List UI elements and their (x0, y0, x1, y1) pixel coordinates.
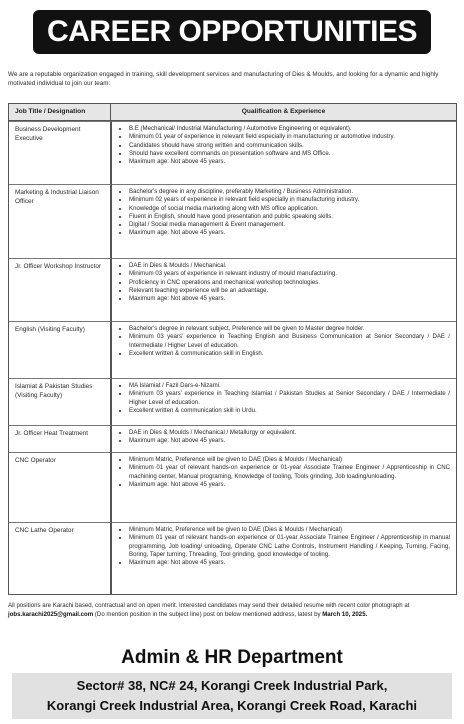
qualification-cell (111, 185, 456, 258)
job-title: CNC Lathe Operator (9, 523, 111, 595)
qualification-list (115, 325, 450, 358)
list-item: • Maximum age: Not above 45 years. (129, 229, 450, 237)
deadline-date: March 10, 2025. (322, 611, 368, 618)
table-row (9, 321, 456, 378)
qualification-list (115, 526, 450, 567)
list-item: • Minimum 01 year of experience in relevant field especially in manufacturing or automotive industry. (129, 133, 450, 141)
list-item: • Bachelor's degree in any discipline, preferably Marketing / Business Administration. (129, 188, 450, 196)
address-line-2: Korangi Creek Industrial Area, Korangi Creek Road, Karachi (46, 698, 418, 713)
table-row (9, 258, 456, 321)
qualification-list (115, 382, 450, 415)
list-item: • Candidates should have strong written and communication skills. (129, 142, 450, 150)
list-item: • Maximum age: Not above 45 years. (129, 481, 450, 489)
qualification-cell (111, 379, 456, 425)
list-item: • Minimum 01 year of relevant hands-on experience or 01-year Associate Trainee Engineer / Apprenticeship in manual programming, Job loading/ unloading, Operate CNC Lathe Controls, Instrument Handling / Keeping, Turning, Facing, Boring, Taper turning, Threading, Tool grinding, good knowledge of tooling. (129, 534, 450, 559)
job-title: Jr. Officer Heat Treatment (9, 426, 111, 452)
qualification-list (115, 188, 450, 238)
job-title: Jr. Officer Workshop Instructor (9, 259, 111, 321)
table-row (9, 378, 456, 425)
jobs-table (8, 103, 457, 595)
table-row (9, 452, 456, 522)
job-title: CNC Operator (9, 453, 111, 522)
qualification-list (115, 429, 450, 446)
list-item: • Maximum age: Not above 45 years. (129, 437, 450, 445)
list-item: • Excellent written & communication skill in English. (129, 350, 450, 358)
job-title: Marketing & Industrial Liaison Officer (9, 185, 111, 258)
list-item: • Proficiency in CNC operations and mechanical workshop technologies. (129, 279, 450, 287)
address-line-1: Sector# 38, NC# 24, Korangi Creek Industrial Park, (76, 678, 388, 693)
list-item: • Minimum Matric, Preference will be given to DAE (Dies & Moulds / Mechanical) (129, 526, 450, 534)
list-item: • Minimum 01 year of relevant hands-on experience or 01-year Associate Trainee Engineer / Apprenticeship in CNC machining center, Manual programing, Knowledge of tooling, Tools grinding, Job loading/unloading. (129, 464, 450, 481)
list-item: • Maximum age: Not above 45 years. (129, 559, 450, 567)
qualification-cell (111, 259, 456, 321)
job-title: Islamiat & Pakistan Studies (Visiting Faculty) (9, 379, 111, 425)
table-row (9, 522, 456, 595)
list-item: • Should have excellent commands on presentation software and MS Office. (129, 150, 450, 158)
list-item: • Relevant teaching experience will be an advantage. (129, 287, 450, 295)
list-item: • Knowledge of social media marketing along with MS office application. (129, 205, 450, 213)
table-row (9, 121, 456, 184)
qualification-cell (111, 322, 456, 378)
qualification-cell (111, 426, 456, 452)
instructions-text-2: (Do mention position in the subject line) post on below mentioned address, latest by (94, 611, 321, 618)
table-header (9, 104, 456, 121)
list-item: • Fluent in English, should have good presentation and public speaking skills. (129, 213, 450, 221)
list-item: • DAE in Dies & Moulds / Mechanical / Metallurgy or equivalent. (129, 429, 450, 437)
qualification-cell (111, 122, 456, 184)
list-item: • Excellent written & communication skill in Urdu. (129, 407, 450, 415)
list-item: • Minimum 03 years' experience in Teaching Islamiat / Pakistan Studies at Senior Secondary / DAE / Intermediate / Higher Level of education. (129, 390, 450, 407)
list-item: • B.E (Mechanical/ Industrial Manufacturing / Automotive Engineering or equivalent). (129, 125, 450, 133)
list-item: • Minimum 02 years of experience in relevant field especially in manufacturing industry. (129, 196, 450, 204)
department-name: Admin & HR Department (121, 647, 343, 668)
table-row (9, 184, 456, 258)
list-item: • Maximum age: Not above 45 years. (129, 158, 450, 166)
qualification-cell (111, 523, 456, 595)
qualification-list (115, 262, 450, 303)
address-box (12, 673, 452, 719)
column-divider (111, 120, 112, 594)
intro-text: We are a reputable organization engaged in training, skill development services and manufacturing of Dies & Moulds, and looking for a dynamic and highly motivated individual to join our team: (8, 71, 439, 87)
qualification-list (115, 125, 450, 166)
job-title: Business Development Executive (9, 122, 111, 184)
page-title: CAREER OPPORTUNITIES (33, 10, 431, 54)
column-header-job: Job Title / Designation (9, 104, 111, 120)
list-item: • DAE in Dies & Moulds / Mechanical. (129, 262, 450, 270)
table-row (9, 425, 456, 452)
email-address[interactable]: jobs.karachi2025@gmail.com (8, 611, 94, 618)
qualification-list (115, 456, 450, 489)
column-header-qualification: Qualification & Experience (241, 108, 326, 115)
instructions-text: All positions are Karachi based, contractual and on open merit. Interested candidates may send their detailed resume with recent color photograph at (8, 602, 410, 609)
list-item: • Maximum age: Not above 45 years. (129, 295, 450, 303)
list-item: • Digital / Social media management & Event management. (129, 221, 450, 229)
job-title: English (Visiting Faculty) (9, 322, 111, 378)
list-item: • Minimum Matric, Preference will be given to DAE (Dies & Moulds / Mechanical) (129, 456, 450, 464)
list-item: • MA Islamiat / Fazil Dars-e-Nizami. (129, 382, 450, 390)
list-item: • Bachelor's degree in relevant subject, Preference will be given to Master degree holder. (129, 325, 450, 333)
qualification-cell (111, 453, 456, 522)
title-banner (0, 6, 464, 62)
list-item: • Minimum 03 years of experience in relevant industry of mould manufacturing. (129, 270, 450, 278)
application-instructions (8, 601, 460, 619)
list-item: • Minimum 03 years' experience in Teaching English and Business Communication at Senior Secondary / DAE / Intermediate / Higher Level of education. (129, 333, 450, 350)
